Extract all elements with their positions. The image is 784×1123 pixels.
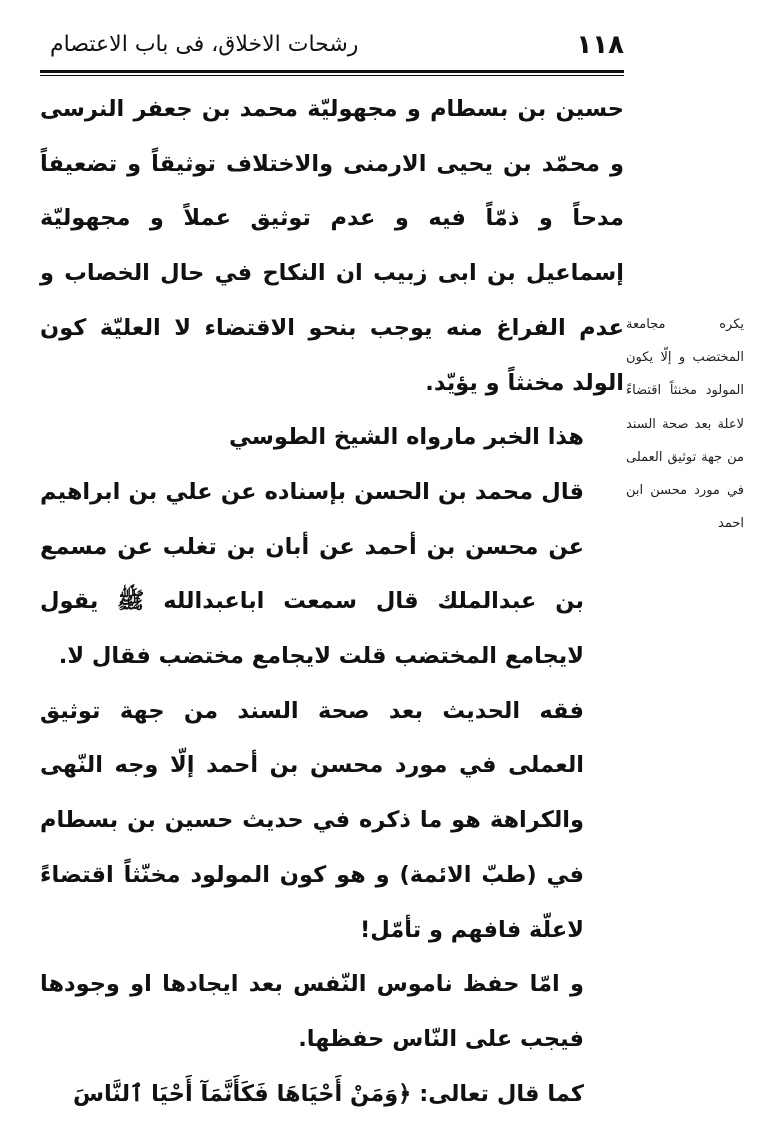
quran-verse: كما قال تعالى: ﴿وَمَنْ أَحْيَاهَا فَكَأَنَّمَآ أَحْيَا ٱلنَّاسَ — [72, 1080, 584, 1107]
running-title: رشحات الاخلاق، فى باب الاعتصام — [50, 32, 359, 57]
paragraph: قال محمد بن الحسن بإسناده عن علي بن ابراهيم عن محسن بن أحمد عن أبان بن تغلب عن مسمع بن عبدالملك قال سمعت اباعبدالله ﷺ يقول لايجامع المختضب قلت لايجامع مختضب فقال لا. — [40, 478, 584, 670]
margin-note: يكره مجامعة المختضب و إلّا يكون المولود مخنثاً اقتضاءً لاعلة بعد صحة السند من جهة توثيق العملى في مورد محسن ابن احمد — [626, 317, 744, 532]
paragraph: و امّا حفظ ناموس النّفس بعد ايجادها او وجودها فيجب على النّاس حفظها. — [40, 971, 584, 1052]
header-rule-thin — [40, 75, 624, 76]
page-header — [40, 28, 624, 72]
paragraph: هذا الخبر ماروا‌ه الشيخ الطوسي — [228, 424, 584, 451]
page-number: ١١٨ — [576, 30, 624, 60]
paragraph: حسين بن بسطام و مجهوليّة محمد بن جعفر النرسى و محمّد بن يحيى الارمنى والاختلاف توثيقاً و تضعيفاً مدحاً و ذمّاً فيه و عدم توثيق عملاً و مجهوليّة إسماعيل بن ابى زبيب ان النكاح في حال الخصاب و عدم الفراغ منه يوجب بنحو الاقتضاء لا العليّة كون الولد مخنثاً و يؤيّد. — [40, 96, 624, 396]
main-text-column — [40, 82, 624, 1121]
paragraph: فقه الحديث بعد صحة السند من جهة توثيق العملى في مورد محسن بن أحمد إلّا وجه النّهى والكراهة هو ما ذكره في حديث حسين بن بسطام في (طبّ الائمة) و هو كون المولود مخنّثاً اقتضاءً لاعلّة فافهم و تأمّل! — [40, 697, 584, 943]
header-rule — [40, 70, 624, 73]
